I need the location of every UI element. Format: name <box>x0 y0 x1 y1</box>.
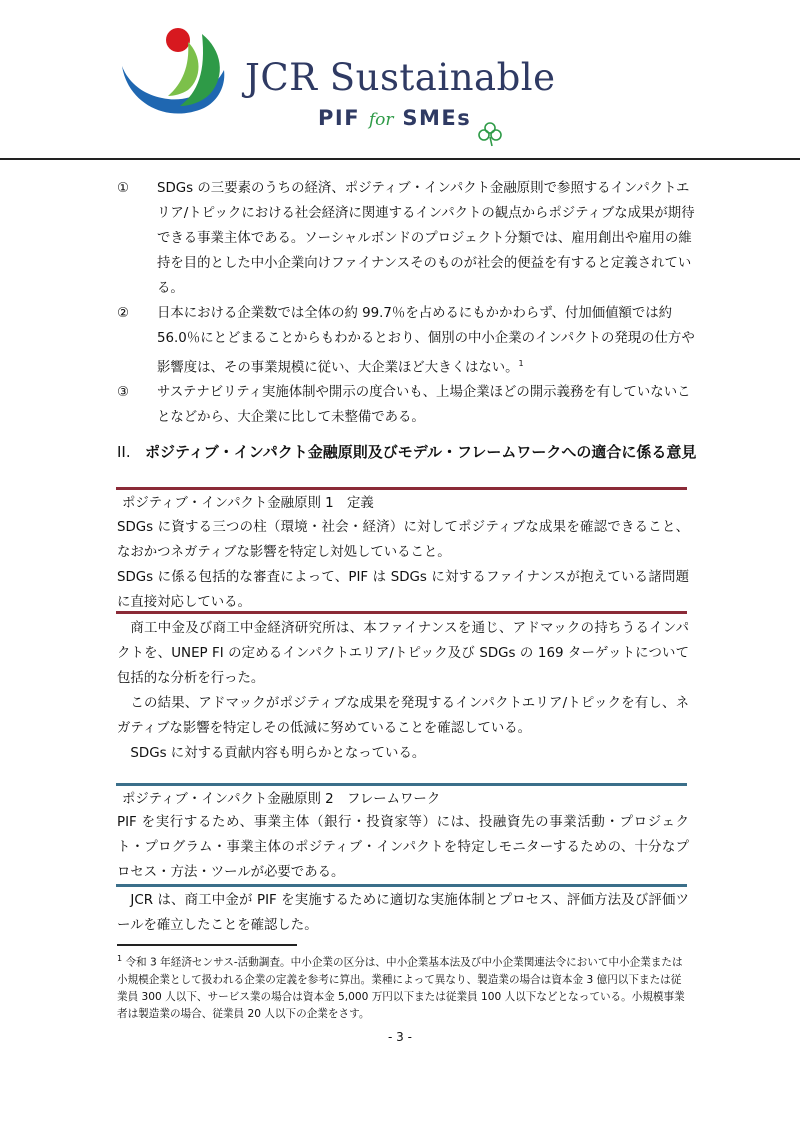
clover-icon <box>476 120 504 148</box>
header-divider <box>0 158 800 160</box>
footnote-text: 令和 3 年経済センサス-活動調査。中小企業の区分は、中小企業基本法及び中小企業関連法令において中小企業または小規模企業として扱われる企業の定義を参考に算出。業種によって異なり、製造業の場合は資本金 3 億円以下または従業員 300 人以下、サービス業の場合は資本金 5,000 万円以下または従業員 100 人以下などとなっている。小規模事業者は製造業の場合、従業員 20 人以下の企業をさす。 <box>117 956 685 1020</box>
footnote-divider <box>117 944 297 946</box>
principle2-title: ポジティブ・インパクト金融原則 2 フレームワーク <box>122 792 441 807</box>
list-item-text-body: 日本における企業数では全体の約 99.7％を占めるにもかかわらず、付加価値額では約 56.0％にとどまることからもわかるとおり、個別の中小企業のインパクトの発現の仕方や影響度は、その事業規模に従い、大企業ほど大きくはない。 <box>157 306 695 376</box>
principle1-title: ポジティブ・インパクト金融原則 1 定義 <box>122 496 374 511</box>
list-item <box>117 301 695 380</box>
brand-subtitle <box>318 106 471 130</box>
section-title: ポジティブ・インパクト金融原則及びモデル・フレームワークへの適合に係る意見 <box>145 443 697 461</box>
brand-sub-pif: PIF <box>318 106 361 130</box>
list-item <box>117 380 695 430</box>
section-number: II. <box>117 443 131 461</box>
principle1-paragraph-1: SDGs に資する三つの柱（環境・社会・経済）に対してポジティブな成果を確認できること、なおかつネガティブな影響を特定し対処していること。 <box>117 520 689 560</box>
principle2-bottom-rule <box>116 884 687 887</box>
assessment-2-text <box>117 888 689 938</box>
assessment-1-paragraph-1: 商工中金及び商工中金経済研究所は、本ファイナンスを通じ、アドマックの持ちうるインパクトを、UNEP FI の定めるインパクトエリア/トピック及び SDGs の 169 ターゲットについて包括的な分析を行った。 <box>117 621 689 686</box>
principle2-top-rule <box>116 783 687 786</box>
jcr-logo-icon <box>118 26 228 126</box>
footnote-number: 1 <box>117 954 123 963</box>
page-number: - 3 - <box>388 1030 412 1044</box>
assessment-1-text <box>117 616 689 766</box>
footnote <box>117 950 689 1023</box>
list-item-number: ③ <box>117 385 130 401</box>
list-item-number: ① <box>117 181 130 196</box>
brand-sub-for: for <box>368 110 394 130</box>
list-item-text <box>157 301 695 380</box>
assessment-2-paragraph-1: JCR は、商工中金が PIF を実施するために適切な実施体制とプロセス、評価方法及び評価ツールを確立したことを確認した。 <box>117 893 689 933</box>
principle1-paragraph-2: SDGs に係る包括的な審査によって、PIF は SDGs に対するファイナンスが抱えている諸問題に直接対応している。 <box>117 570 689 610</box>
principle2-paragraph-1: PIF を実行するため、事業主体（銀行・投資家等）には、投融資先の事業活動・プロジェクト・プログラム・事業主体のポジティブ・インパクトを特定しモニターするための、十分なプロセス・方法・ツールが必要である。 <box>117 815 689 880</box>
list-item <box>117 176 695 301</box>
brand-sub-smes: SMEs <box>402 106 472 130</box>
principle1-top-rule <box>116 487 687 490</box>
footnote-ref: 1 <box>518 359 524 368</box>
assessment-1-paragraph-2: この結果、アドマックがポジティブな成果を発現するインパクトエリア/トピックを有し、ネガティブな影響を特定しその低減に努めていることを確認している。 <box>117 696 689 736</box>
assessment-1-paragraph-3: SDGs に対する貢献内容も明らかとなっている。 <box>130 746 426 761</box>
list-item-text: SDGs の三要素のうちの経済、ポジティブ・インパクト金融原則で参照するインパクトエリア/トピックにおける社会経済に関連するインパクトの観点からポジティブな成果が期待できる事業主体である。ソーシャルボンドのプロジェクト分類では、雇用創出や雇用の維持を目的とした中小企業向けファイナンスそのものが社会的便益を有すると定義されている。 <box>157 181 695 296</box>
principle1-text <box>117 515 689 615</box>
list-item-text: サステナビリティ実施体制や開示の度合いも、上場企業ほどの開示義務を有していないことなどから、大企業に比して未整備である。 <box>157 385 691 426</box>
brand-title: JCR Sustainable <box>245 56 556 99</box>
numbered-list <box>117 176 695 430</box>
principle1-bottom-rule <box>116 611 687 614</box>
list-item-number: ② <box>117 306 130 321</box>
principle2-text <box>117 810 689 885</box>
section-heading <box>117 440 702 465</box>
